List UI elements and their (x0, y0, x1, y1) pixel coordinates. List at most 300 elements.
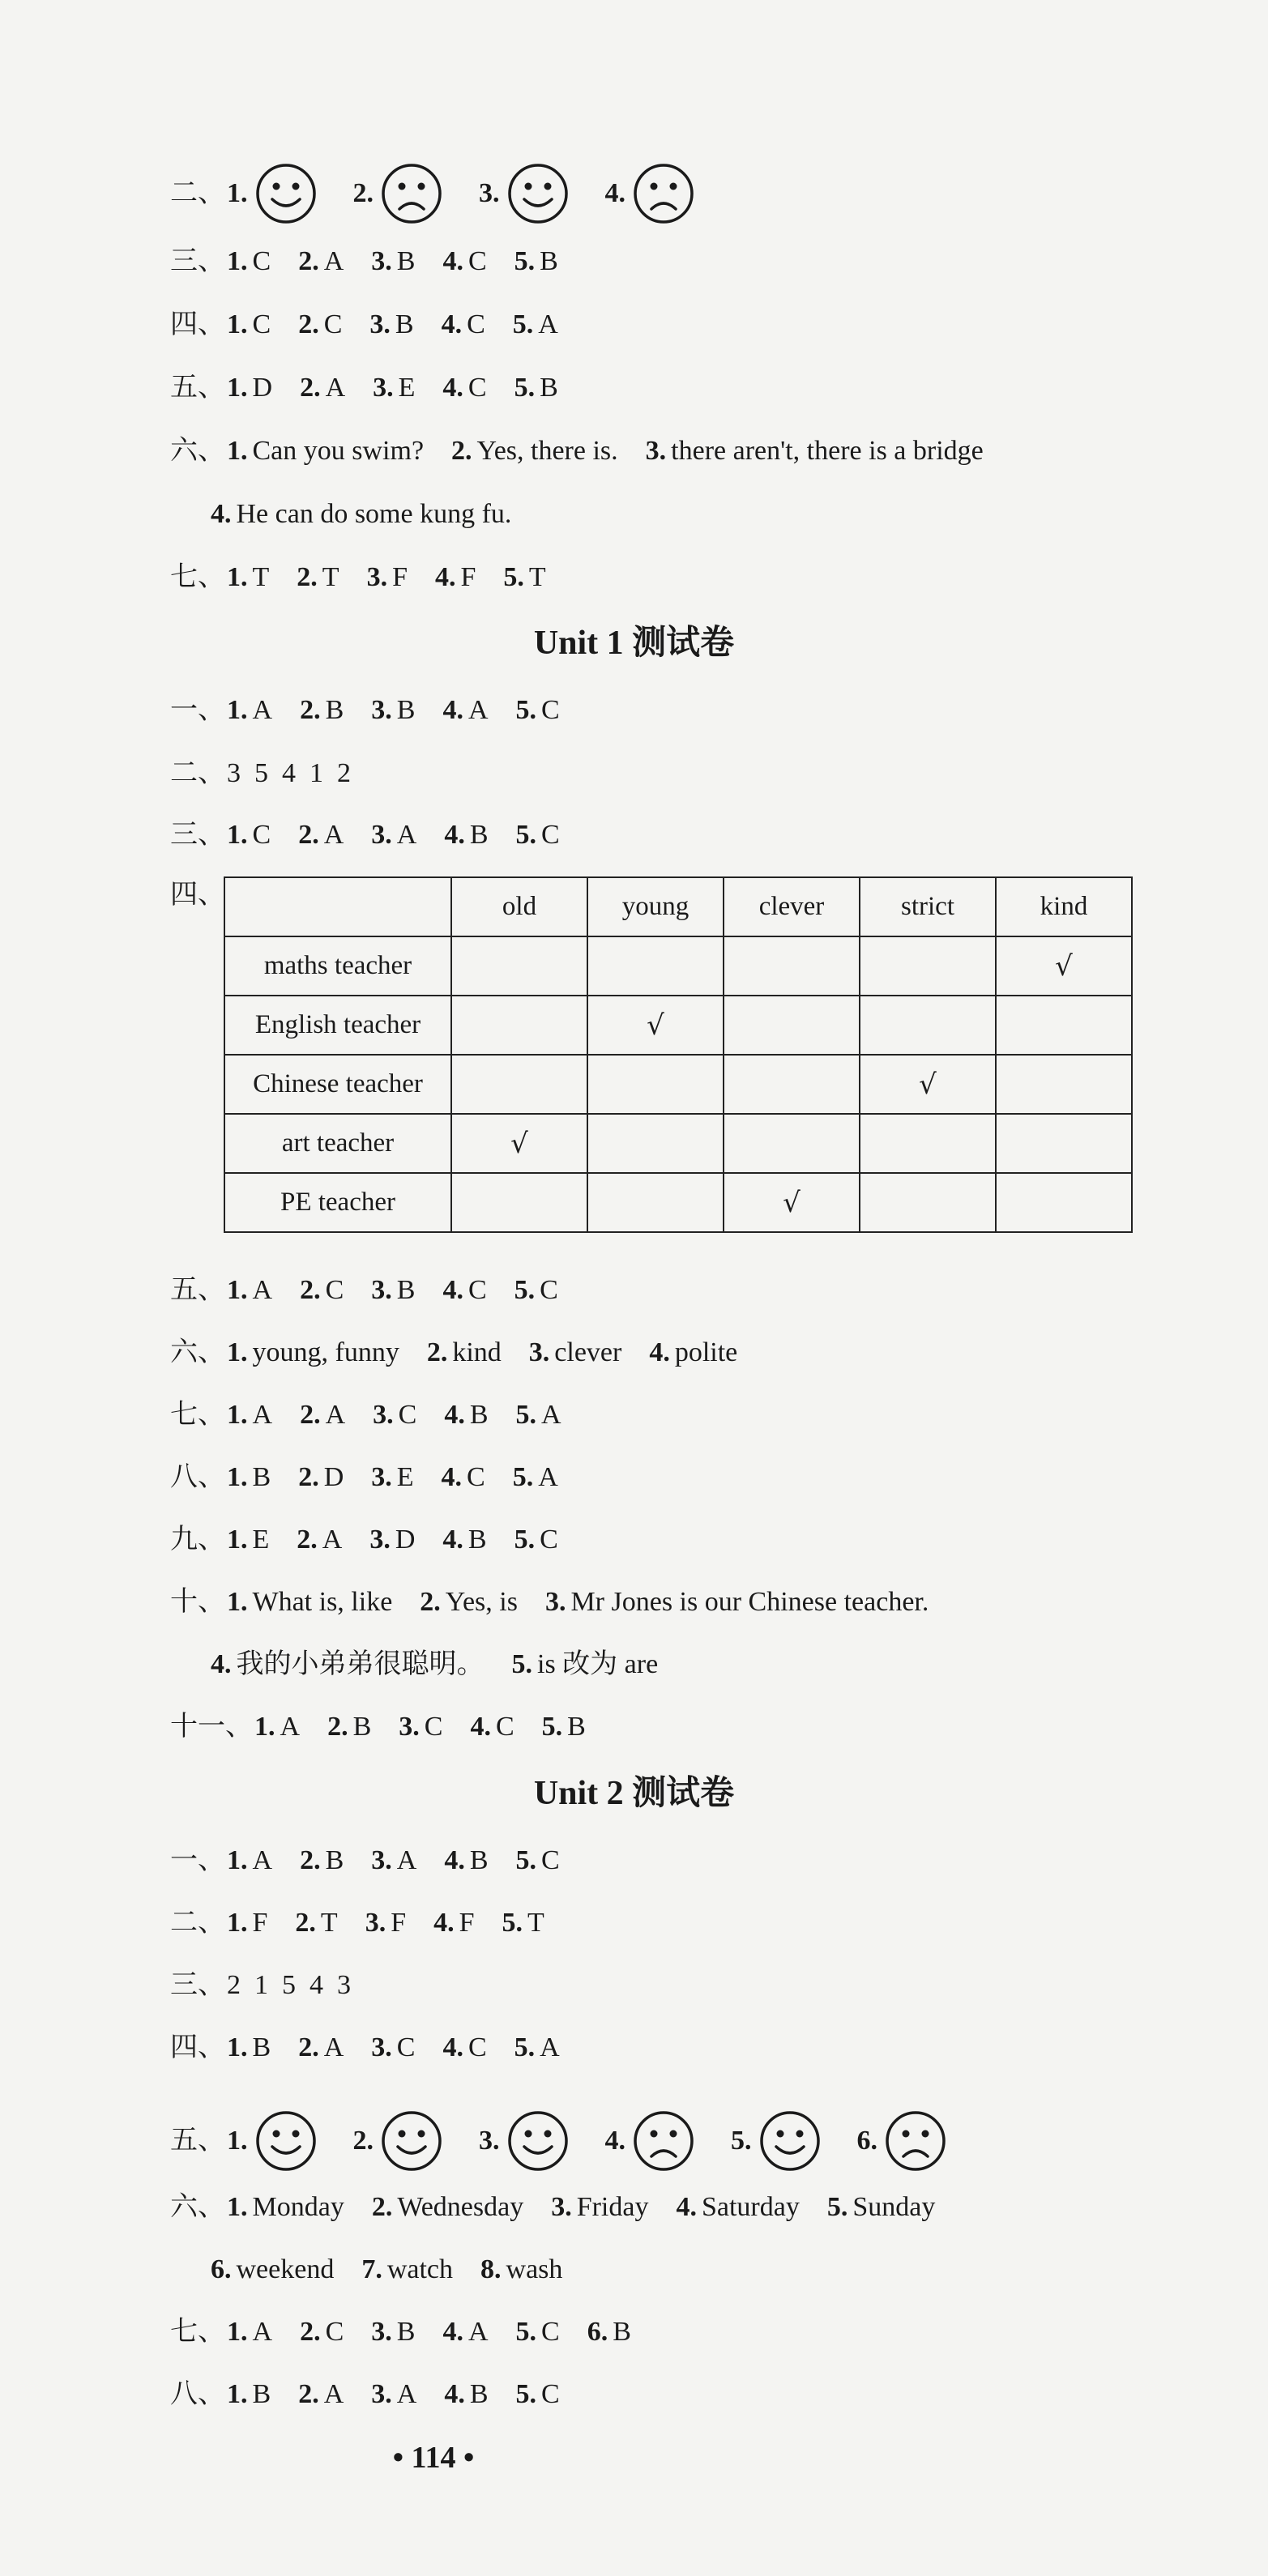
answer-text: wash (506, 2254, 563, 2284)
answer-text: C (467, 1275, 487, 1305)
answer-text: C (541, 820, 560, 850)
answer-item (514, 1270, 558, 1311)
answer-line (211, 2250, 590, 2290)
answer-item (516, 690, 560, 731)
answer-text: A (252, 1275, 273, 1305)
answer-text: B (469, 820, 489, 850)
row-header: PE teacher (224, 1173, 451, 1232)
question-number: 2. (295, 1908, 316, 1938)
answer-item (227, 690, 272, 731)
answer-text: B (567, 1712, 586, 1742)
answer-text: B (325, 1845, 344, 1875)
section-label: 一、 (170, 695, 225, 725)
question-number: 4. (442, 2317, 463, 2347)
answer-item (442, 2028, 486, 2068)
answer-text: B (395, 309, 414, 339)
answer-item (227, 2312, 272, 2352)
column-header: young (587, 877, 724, 936)
answer-item (298, 2028, 344, 2068)
answer-text: A (467, 695, 489, 725)
question-number: 4. (676, 2192, 697, 2222)
section-label: 九、 (170, 1525, 225, 1555)
answer-text: A (467, 2317, 489, 2347)
answer-item (649, 1333, 737, 1373)
table-label-line (170, 875, 227, 915)
answer-text: B (540, 373, 558, 403)
answer-text: A (538, 1462, 558, 1492)
answer-item (444, 815, 488, 855)
section-label: 五、 (170, 2126, 225, 2156)
question-number: 3. (479, 178, 500, 208)
answer-item (367, 557, 408, 598)
answer-item (731, 2109, 830, 2173)
answer-text: B (467, 1525, 487, 1555)
sad-face-icon (380, 162, 443, 225)
sad-face-icon (884, 2109, 947, 2173)
answer-item (442, 2312, 488, 2352)
table-cell (451, 1055, 587, 1114)
answer-line (170, 1270, 586, 1311)
answer-text: B (396, 2317, 416, 2347)
answer-item (371, 2312, 415, 2352)
question-number: 5. (514, 373, 536, 403)
answer-text: B (252, 2379, 271, 2409)
answer-item (211, 1644, 485, 1685)
answer-text: C (540, 1525, 558, 1555)
answer-line (170, 1333, 765, 1373)
question-number: 2. (327, 1712, 348, 1742)
question-number: 1. (227, 1587, 248, 1617)
question-number: 2. (298, 2379, 319, 2409)
answer-item (442, 1270, 486, 1311)
table-cell (587, 936, 724, 996)
answer-item (227, 557, 269, 598)
answer-item (433, 1903, 474, 1943)
answer-item (300, 1840, 344, 1881)
section-label: 七、 (170, 1400, 225, 1430)
answer-line (211, 1644, 685, 1685)
answer-item (298, 2374, 344, 2415)
answer-text: T (527, 1908, 544, 1938)
answer-text: Mr Jones is our Chinese teacher. (570, 1587, 929, 1617)
answer-text: A (252, 1400, 273, 1430)
answer-text: C (252, 309, 271, 339)
answer-item (529, 1333, 622, 1373)
answer-item (587, 2312, 631, 2352)
answer-item (300, 1395, 345, 1435)
answer-text: E (252, 1525, 270, 1555)
answer-line (170, 1457, 586, 1498)
column-header: kind (996, 877, 1132, 936)
question-number: 5. (511, 1649, 532, 1679)
answer-text: What is, like (252, 1587, 393, 1617)
answer-item (399, 1707, 442, 1747)
question-number: 3. (373, 373, 394, 403)
answer-item (676, 2187, 799, 2228)
answer-item (371, 2028, 415, 2068)
answer-line (170, 241, 586, 282)
answer-text: C (541, 1845, 560, 1875)
section-label: 十、 (170, 1587, 225, 1617)
answer-item (227, 368, 272, 408)
question-number: 4. (442, 1525, 463, 1555)
answer-text: B (325, 695, 344, 725)
question-number: 4. (444, 1845, 465, 1875)
answer-item (435, 557, 476, 598)
table-cell (860, 996, 996, 1055)
answer-item (442, 241, 486, 282)
answer-text: A (252, 695, 273, 725)
section-label: 二、 (170, 758, 225, 788)
answer-item (297, 557, 339, 598)
answer-item (470, 1707, 514, 1747)
table-cell (996, 1055, 1132, 1114)
answer-text: C (424, 1712, 443, 1742)
answer-text: A (323, 2032, 344, 2062)
table-cell (587, 1173, 724, 1232)
answer-item (442, 690, 488, 731)
question-number: 4. (442, 373, 463, 403)
table-cell (724, 1173, 860, 1232)
question-number: 5. (503, 562, 524, 592)
answer-text: kind (452, 1337, 502, 1367)
answer-text: C (252, 246, 271, 276)
answer-text: B (396, 1275, 416, 1305)
answer-item (444, 2374, 488, 2415)
answer-text: C (252, 820, 271, 850)
answer-item (371, 1840, 416, 1881)
answer-line (170, 431, 1011, 471)
answer-item (516, 815, 560, 855)
table-cell (860, 1114, 996, 1173)
answer-text: A (252, 1845, 273, 1875)
section-label: 八、 (170, 1462, 225, 1492)
check-mark-icon: √ (647, 1009, 664, 1042)
question-number: 3. (371, 1462, 392, 1492)
question-number: 3. (371, 1275, 392, 1305)
question-number: 3. (544, 1587, 566, 1617)
question-number: 2. (297, 562, 318, 592)
table-row (224, 1055, 1132, 1114)
question-number: 5. (514, 1275, 536, 1305)
answer-text: there aren't, there is a bridge (671, 436, 984, 466)
table-row (224, 936, 1132, 996)
answer-text: B (352, 1712, 372, 1742)
answer-text: E (398, 373, 416, 403)
answer-item (605, 2109, 704, 2173)
row-header: art teacher (224, 1114, 451, 1173)
question-number: 2. (300, 1400, 321, 1430)
column-header: old (451, 877, 587, 936)
question-number: 5. (515, 695, 536, 725)
answer-item (451, 431, 618, 471)
answer-text: A (325, 373, 346, 403)
question-number: 4. (470, 1712, 491, 1742)
answer-item (365, 1903, 406, 1943)
answer-text: B (469, 2379, 489, 2409)
question-number: 2. (371, 2192, 393, 2222)
answer-text: C (541, 2317, 560, 2347)
section-label: 七、 (170, 2317, 225, 2347)
smiley-face-icon (506, 162, 570, 225)
question-number: 3. (373, 1400, 394, 1430)
answer-item (827, 2187, 936, 2228)
question-number: 7. (361, 2254, 382, 2284)
answer-item (227, 162, 326, 225)
table-cell (724, 996, 860, 1055)
answer-item (211, 2250, 334, 2290)
table-row (224, 996, 1132, 1055)
table-cell (587, 1055, 724, 1114)
answer-text: weekend (236, 2254, 335, 2284)
question-number: 1. (227, 309, 248, 339)
table-header-row (224, 877, 1132, 936)
question-number: 3. (645, 436, 667, 466)
question-number: 2. (352, 178, 374, 208)
question-number: 2. (298, 246, 319, 276)
question-number: 1. (254, 1712, 275, 1742)
answer-item (300, 690, 344, 731)
answer-item (227, 1520, 269, 1560)
question-number: 3. (371, 1845, 392, 1875)
answer-line (170, 753, 351, 794)
question-number: 5. (541, 1712, 563, 1742)
answer-item (427, 1333, 502, 1373)
answer-item (211, 494, 511, 535)
answer-line (170, 2187, 963, 2228)
answer-text: clever (554, 1337, 622, 1367)
answer-text: C (467, 1462, 485, 1492)
table-cell (451, 996, 587, 1055)
answer-line (170, 368, 586, 408)
answer-text: B (396, 695, 416, 725)
question-number: 5. (515, 2317, 536, 2347)
question-number: 4. (442, 1275, 463, 1305)
row-header: English teacher (224, 996, 451, 1055)
question-number: 3. (369, 1525, 391, 1555)
answer-item (512, 1644, 659, 1685)
question-number: 4. (442, 246, 463, 276)
question-number: 5. (515, 820, 536, 850)
answer-text: Yes, is (445, 1587, 518, 1617)
question-number: 1. (227, 246, 248, 276)
answer-item (372, 2187, 523, 2228)
answer-item (516, 1395, 561, 1435)
section-label: 五、 (170, 373, 225, 403)
answer-line (170, 305, 586, 345)
answer-text: A (323, 246, 344, 276)
table-cell (451, 936, 587, 996)
answer-text: B (252, 1462, 271, 1492)
answer-text: C (398, 1400, 417, 1430)
answer-item (514, 1520, 558, 1560)
answer-item (298, 1457, 344, 1498)
table-cell (587, 1114, 724, 1173)
answer-text: T (528, 562, 546, 592)
section-label: 一、 (170, 1845, 225, 1875)
row-header: Chinese teacher (224, 1055, 451, 1114)
question-number: 5. (502, 1908, 523, 1938)
answer-text: Wednesday (397, 2192, 524, 2222)
answer-text: A (396, 820, 417, 850)
answer-text: B (540, 246, 558, 276)
question-number: 5. (826, 2192, 848, 2222)
question-number: 1. (227, 562, 248, 592)
answer-item (442, 305, 485, 345)
question-number: 2. (298, 309, 319, 339)
answer-item (373, 1395, 416, 1435)
answer-item (369, 305, 413, 345)
answer-item (480, 2250, 562, 2290)
answer-text: A (541, 1400, 561, 1430)
answer-item (444, 1840, 488, 1881)
answer-text: A (280, 1712, 301, 1742)
answer-text: C (541, 2379, 560, 2409)
check-mark-icon: √ (1055, 949, 1073, 983)
question-number: 1. (227, 436, 248, 466)
answer-text: A (322, 1525, 343, 1555)
answer-item (300, 2312, 344, 2352)
question-number: 3. (365, 1908, 386, 1938)
answer-item (298, 815, 344, 855)
question-number: 2. (451, 436, 472, 466)
answer-text: C (495, 1712, 514, 1742)
question-number: 2. (300, 695, 321, 725)
question-number: 2. (300, 373, 321, 403)
answer-line (170, 2028, 587, 2068)
answer-text: C (467, 2032, 487, 2062)
question-number: 5. (515, 1845, 536, 1875)
question-number: 2. (298, 820, 319, 850)
smiley-face-icon (506, 2109, 570, 2173)
answer-text: F (252, 1908, 268, 1938)
question-number: 5. (514, 246, 536, 276)
answer-item (227, 1903, 267, 1943)
section-label: 三、 (170, 820, 225, 850)
section-label: 八、 (170, 2379, 225, 2409)
question-number: 4. (444, 2379, 465, 2409)
column-header: clever (724, 877, 860, 936)
teacher-adjective-table (224, 876, 1133, 1233)
question-number: 6. (211, 2254, 232, 2284)
answer-item (516, 2374, 560, 2415)
question-number: 4. (211, 499, 232, 529)
answer-item (300, 368, 345, 408)
question-number: 8. (480, 2254, 502, 2284)
question-number: 1. (227, 2032, 248, 2062)
answer-line (170, 1707, 613, 1747)
answer-item (227, 1333, 399, 1373)
answer-item (371, 1270, 415, 1311)
question-number: 5. (512, 1462, 534, 1492)
answer-text: A (252, 2317, 273, 2347)
table-row (224, 1114, 1132, 1173)
answer-text: A (540, 2032, 560, 2062)
answer-item (227, 2187, 344, 2228)
answer-text: Can you swim? (252, 436, 425, 466)
answer-item (227, 431, 424, 471)
question-number: 4. (434, 562, 456, 592)
question-number: 1. (227, 2192, 248, 2222)
answer-text: watch (386, 2254, 454, 2284)
question-number: 3. (371, 2379, 392, 2409)
answer-text: Friday (576, 2192, 649, 2222)
answer-text: 我的小弟弟很聪明。 (236, 1649, 485, 1679)
answer-text: Saturday (701, 2192, 800, 2222)
answer-text: B (252, 2032, 271, 2062)
answer-text: Monday (252, 2192, 344, 2222)
question-number: 3. (551, 2192, 572, 2222)
answer-item (353, 162, 452, 225)
question-number: 2. (420, 1587, 441, 1617)
answer-item (227, 2109, 326, 2173)
answer-line (170, 1395, 589, 1435)
answer-item (371, 815, 416, 855)
answer-text: C (467, 309, 485, 339)
answer-line (211, 494, 539, 535)
question-number: 2. (298, 1462, 319, 1492)
answer-text: A (396, 2379, 417, 2409)
question-number: 4. (441, 1462, 463, 1492)
smiley-face-icon (254, 162, 318, 225)
check-mark-icon: √ (919, 1068, 937, 1101)
answer-line (170, 815, 587, 855)
answer-item (646, 431, 984, 471)
answer-item (227, 1270, 272, 1311)
answer-item (371, 241, 415, 282)
section-label: 四、 (170, 309, 225, 339)
question-number: 1. (227, 178, 248, 208)
answer-item (513, 305, 558, 345)
question-number: 4. (211, 1649, 232, 1679)
column-header: strict (860, 877, 996, 936)
question-number: 1. (227, 1525, 248, 1555)
answer-item (371, 690, 415, 731)
answer-item (300, 1270, 344, 1311)
question-number: 4. (649, 1337, 670, 1367)
table-cell (451, 1173, 587, 1232)
answer-text: C (541, 695, 560, 725)
question-number: 4. (444, 820, 465, 850)
answer-text: D (252, 373, 273, 403)
answer-line (170, 690, 587, 731)
answer-item (514, 241, 558, 282)
answer-text: A (323, 820, 344, 850)
answer-item (514, 2028, 560, 2068)
question-number: 3. (371, 820, 392, 850)
table-cell (587, 996, 724, 1055)
question-number: 3. (399, 1712, 420, 1742)
answer-text: T (320, 1908, 338, 1938)
answer-text: polite (674, 1337, 738, 1367)
answer-line (170, 1903, 572, 1943)
answer-line (170, 1840, 587, 1881)
question-number: 3. (371, 246, 392, 276)
question-number: 6. (587, 2317, 608, 2347)
answer-text: Yes, there is. (476, 436, 618, 466)
question-number: 5. (731, 2126, 752, 2156)
question-number: 2. (300, 1845, 321, 1875)
answer-item (551, 2187, 648, 2228)
answer-text: He can do some kung fu. (236, 499, 512, 529)
answer-text: F (391, 1908, 407, 1938)
answer-text: E (396, 1462, 414, 1492)
question-number: 3. (371, 2032, 392, 2062)
question-number: 1. (227, 1400, 248, 1430)
answer-sequence: 3 5 4 1 2 (227, 758, 351, 788)
answer-item (371, 1457, 413, 1498)
question-number: 3. (371, 695, 392, 725)
